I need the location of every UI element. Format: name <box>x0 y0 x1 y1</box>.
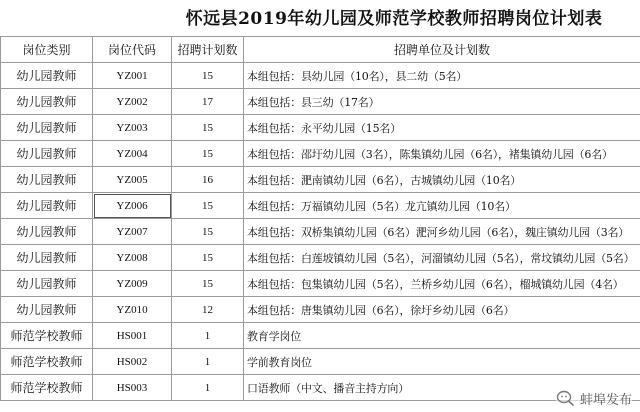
code-cell[interactable]: YZ004 <box>93 141 172 167</box>
category-cell[interactable]: 师范学校教师 <box>1 375 93 401</box>
plan-cell[interactable]: 15 <box>172 193 244 219</box>
units-cell[interactable]: 口语教师（中文、播音主持方向） <box>244 375 640 401</box>
units-cell[interactable]: 本组包括：双桥集镇幼儿园（6名）淝河乡幼儿园（6名），魏庄镇幼儿园（3名） <box>244 219 640 245</box>
units-cell[interactable]: 本组包括：淝南镇幼儿园（6名），古城镇幼儿园（10名） <box>244 167 640 193</box>
units-cell[interactable]: 本组包括：唐集镇幼儿园（6名），徐圩乡幼儿园（6名） <box>244 297 640 323</box>
code-cell[interactable]: YZ009 <box>93 271 172 297</box>
table-row <box>1 297 640 323</box>
category-cell[interactable]: 幼儿园教师 <box>1 271 93 297</box>
watermark-text: 蚌埠发布 <box>579 392 632 408</box>
table-row <box>1 63 640 89</box>
units-cell[interactable]: 本组包括：县三幼（17名） <box>244 89 640 115</box>
category-cell[interactable]: 师范学校教师 <box>1 323 93 349</box>
table-row <box>1 375 640 401</box>
units-cell[interactable]: 本组包括：包集镇幼儿园（5名），兰桥乡幼儿园（6名），榴城镇幼儿园（4名） <box>244 271 640 297</box>
table-row <box>1 219 640 245</box>
code-cell-selected[interactable]: YZ006 <box>93 193 172 219</box>
code-cell[interactable]: YZ010 <box>93 297 172 323</box>
watermark <box>556 388 632 408</box>
units-cell[interactable]: 本组包括：永平幼儿园（15名） <box>244 115 640 141</box>
table-row <box>1 323 640 349</box>
table-row <box>1 141 640 167</box>
units-cell[interactable]: 本组包括：白莲坡镇幼儿园（5名），河溜镇幼儿园（5名），常坟镇幼儿园（5名） <box>244 245 640 271</box>
category-cell[interactable]: 幼儿园教师 <box>1 193 93 219</box>
plan-cell[interactable]: 12 <box>172 297 244 323</box>
plan-cell[interactable]: 15 <box>172 245 244 271</box>
code-cell[interactable]: YZ002 <box>93 89 172 115</box>
code-cell[interactable]: YZ001 <box>93 63 172 89</box>
category-cell[interactable]: 幼儿园教师 <box>1 167 93 193</box>
code-cell[interactable]: HS001 <box>93 323 172 349</box>
units-cell[interactable]: 本组包括：县幼儿园（10名），县二幼（5名） <box>244 63 640 89</box>
title-text: 怀远县2019年幼儿园及师范学校教师招聘岗位计划表 <box>185 9 603 29</box>
table-row <box>1 271 640 297</box>
code-cell[interactable]: YZ007 <box>93 219 172 245</box>
code-cell[interactable]: YZ008 <box>93 245 172 271</box>
plan-cell[interactable]: 15 <box>172 63 244 89</box>
table-row <box>1 193 640 219</box>
code-cell[interactable]: YZ003 <box>93 115 172 141</box>
category-cell[interactable]: 幼儿园教师 <box>1 63 93 89</box>
table-row <box>1 349 640 375</box>
header-plan: 招聘计划数 <box>172 37 244 63</box>
code-cell[interactable]: HS002 <box>93 349 172 375</box>
recruitment-table <box>0 36 640 401</box>
category-cell[interactable]: 幼儿园教师 <box>1 297 93 323</box>
code-cell[interactable]: HS003 <box>93 375 172 401</box>
header-units: 招聘单位及计划数 <box>244 37 640 63</box>
plan-cell[interactable]: 17 <box>172 89 244 115</box>
plan-cell[interactable]: 1 <box>172 323 244 349</box>
category-cell[interactable]: 幼儿园教师 <box>1 219 93 245</box>
table-header-row <box>1 37 640 63</box>
category-cell[interactable]: 幼儿园教师 <box>1 89 93 115</box>
plan-cell[interactable]: 16 <box>172 167 244 193</box>
page-title <box>0 2 640 36</box>
units-cell[interactable]: 学前教育岗位 <box>244 349 640 375</box>
plan-cell[interactable]: 1 <box>172 375 244 401</box>
table-row <box>1 167 640 193</box>
category-cell[interactable]: 师范学校教师 <box>1 349 93 375</box>
plan-cell[interactable]: 15 <box>172 141 244 167</box>
wechat-search-icon <box>556 389 576 407</box>
plan-cell[interactable]: 15 <box>172 219 244 245</box>
units-cell[interactable]: 本组包括：邵圩幼儿园（3名），陈集镇幼儿园（6名），褚集镇幼儿园（6名） <box>244 141 640 167</box>
code-cell[interactable]: YZ005 <box>93 167 172 193</box>
category-cell[interactable]: 幼儿园教师 <box>1 115 93 141</box>
units-cell[interactable]: 本组包括：万福镇幼儿园（5名）龙亢镇幼儿园（10名） <box>244 193 640 219</box>
plan-cell[interactable]: 1 <box>172 349 244 375</box>
units-cell[interactable]: 教育学岗位 <box>244 323 640 349</box>
table-row <box>1 245 640 271</box>
header-code: 岗位代码 <box>93 37 172 63</box>
plan-cell[interactable]: 15 <box>172 115 244 141</box>
category-cell[interactable]: 幼儿园教师 <box>1 245 93 271</box>
category-cell[interactable]: 幼儿园教师 <box>1 141 93 167</box>
header-category: 岗位类别 <box>1 37 93 63</box>
plan-cell[interactable]: 15 <box>172 271 244 297</box>
table-row <box>1 115 640 141</box>
table-row <box>1 89 640 115</box>
